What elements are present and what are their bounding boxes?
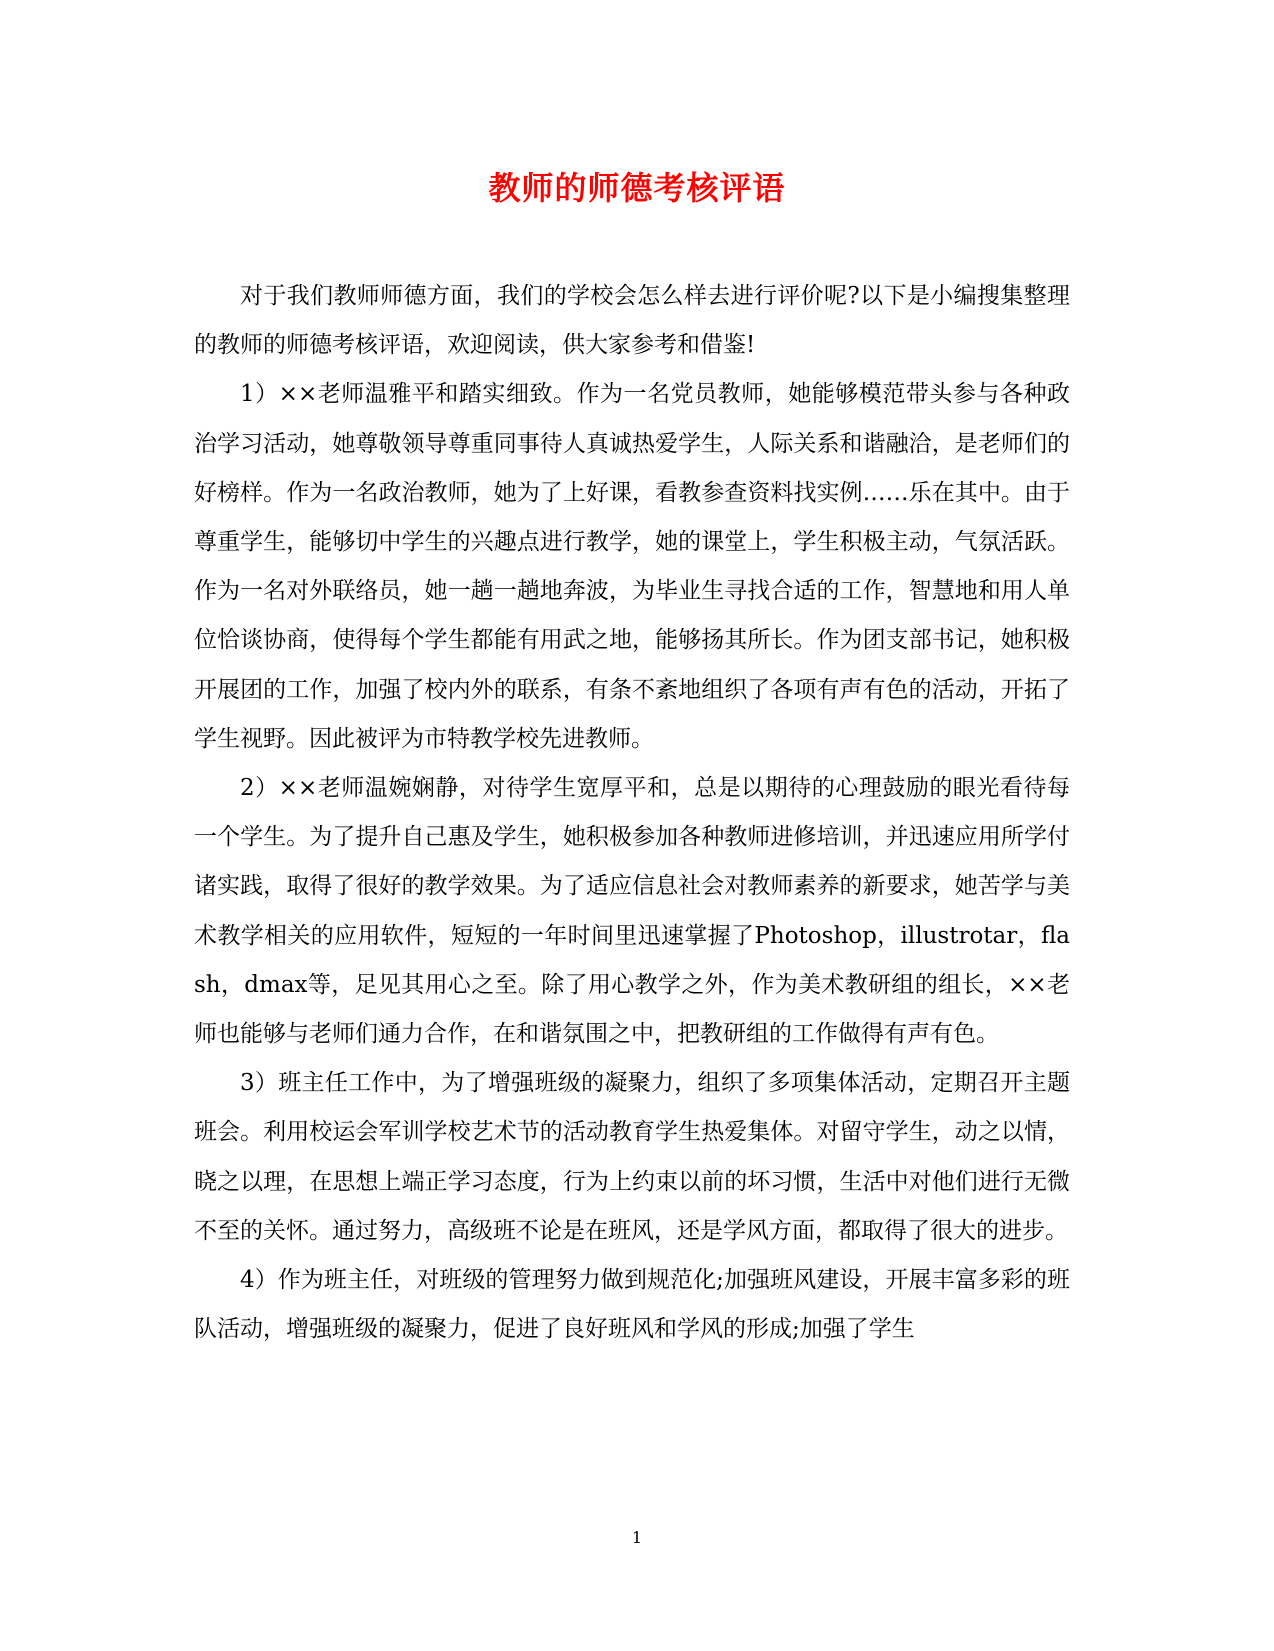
document-title: 教师的师德考核评语 <box>488 169 786 207</box>
intro-paragraph: 对于我们教师师德方面，我们的学校会怎么样去进行评价呢?以下是小编搜集整理的教师的师德考核评语，欢迎阅读，供大家参考和借鉴! <box>194 283 1070 359</box>
comment-paragraph-2: 2）××老师温婉娴静，对待学生宽厚平和，总是以期待的心理鼓励的眼光看待每一个学生。为了提升自己惠及学生，她积极参加各种教师进修培训，并迅速应用所学付诸实践，取得了很好的教学效果。为了适应信息社会对教师素养的新要求，她苦学与美术教学相关的应用软件，短短的一年时间里迅速掌握了Photoshop，illustrotar，flash，dmax等，足见其用心之至。除了用心教学之外，作为美术教研组的组长，××老师也能够与老师们通力合作，在和谐氛围之中，把教研组的工作做得有声有色。 <box>194 775 1070 1048</box>
comment-paragraph-4: 4）作为班主任，对班级的管理努力做到规范化;加强班风建设，开展丰富多彩的班队活动，增强班级的凝聚力，促进了良好班风和学风的形成;加强了学生 <box>194 1267 1070 1343</box>
comment-paragraph-1: 1）××老师温雅平和踏实细致。作为一名党员教师，她能够模范带头参与各种政治学习活动，她尊敬领导尊重同事待人真诚热爱学生，人际关系和谐融洽，是老师们的好榜样。作为一名政治教师，她为了上好课，看教参查资料找实例……乐在其中。由于尊重学生，能够切中学生的兴趣点进行教学，她的课堂上，学生积极主动，气氛活跃。作为一名对外联络员，她一趟一趟地奔波，为毕业生寻找合适的工作，智慧地和用人单位恰谈协商，使得每个学生都能有用武之地，能够扬其所长。作为团支部书记，她积极开展团的工作，加强了校内外的联系，有条不紊地组织了各项有声有色的活动，开拓了学生视野。因此被评为市特教学校先进教师。 <box>194 381 1070 752</box>
page-number: 1 <box>631 1528 643 1547</box>
comment-paragraph-3: 3）班主任工作中，为了增强班级的凝聚力，组织了多项集体活动，定期召开主题班会。利用校运会军训学校艺术节的活动教育学生热爱集体。对留守学生，动之以情，晓之以理，在思想上端正学习态度，行为上约束以前的坏习惯，生活中对他们进行无微不至的关怀。通过努力，高级班不论是在班风，还是学风方面，都取得了很大的进步。 <box>194 1070 1070 1244</box>
document-body <box>194 272 1070 1354</box>
